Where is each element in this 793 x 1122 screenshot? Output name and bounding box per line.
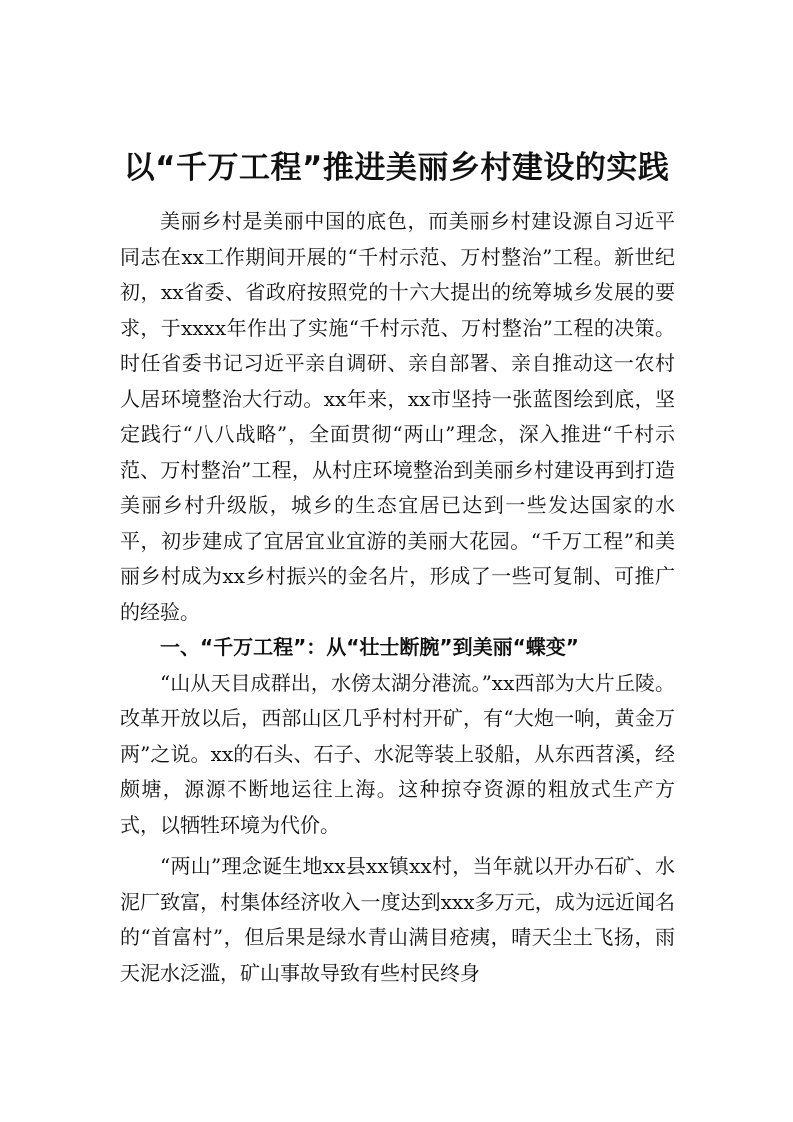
intro-paragraph: 美丽乡村是美丽中国的底色，而美丽乡村建设源自习近平同志在xx工作期间开展的“千村示范、万村整治”工程。新世纪初，xx省委、省政府按照党的十六大提出的统筹城乡发展的要求，于xxxx年作出了实施“千村示范、万村整治”工程的决策。时任省委书记习近平亲自调研、亲自部署、亲自推动这一农村人居环境整治大行动。xx年来，xx市坚持一张蓝图绘到底，坚定践行“八八战略”，全面贯彻“两山”理念，深入推进“千村示范、万村整治”工程，从村庄环境整治到美丽乡村建设再到打造美丽乡村升级版，城乡的生态宜居已达到一些发达国家的水平，初步建成了宜居宜业宜游的美丽大花园。“千万工程”和美丽乡村成为xx乡村振兴的金名片，形成了一些可复制、可推广的经验。: [120, 209, 675, 624]
document-body: [120, 204, 675, 991]
section-heading-1: 一、“千万工程”：从“壮士断腕”到美丽“蝶变”: [160, 635, 579, 659]
body-paragraph: “两山”理念诞生地xx县xx镇xx村，当年就以开办石矿、水泥厂致富，村集体经济收入一度达到xxx多万元，成为远近闻名的“首富村”，但后果是绿水青山满目疮痍，晴天尘土飞扬，雨天泥水泛滥，矿山事故导致有些村民终身: [120, 854, 675, 985]
body-paragraph: “山从天目成群出，水傍太湖分港流。”xx西部为大片丘陵。改革开放以后，西部山区几乎村村开矿，有“大炮一响，黄金万两”之说。xx的石头、石子、水泥等装上驳船，从东西苕溪，经颇塘，源源不断地运往上海。这种掠夺资源的粗放式生产方式，以牺牲环境为代价。: [120, 670, 675, 837]
document-title: 以“千万工程”推进美丽乡村建设的实践: [123, 150, 670, 186]
